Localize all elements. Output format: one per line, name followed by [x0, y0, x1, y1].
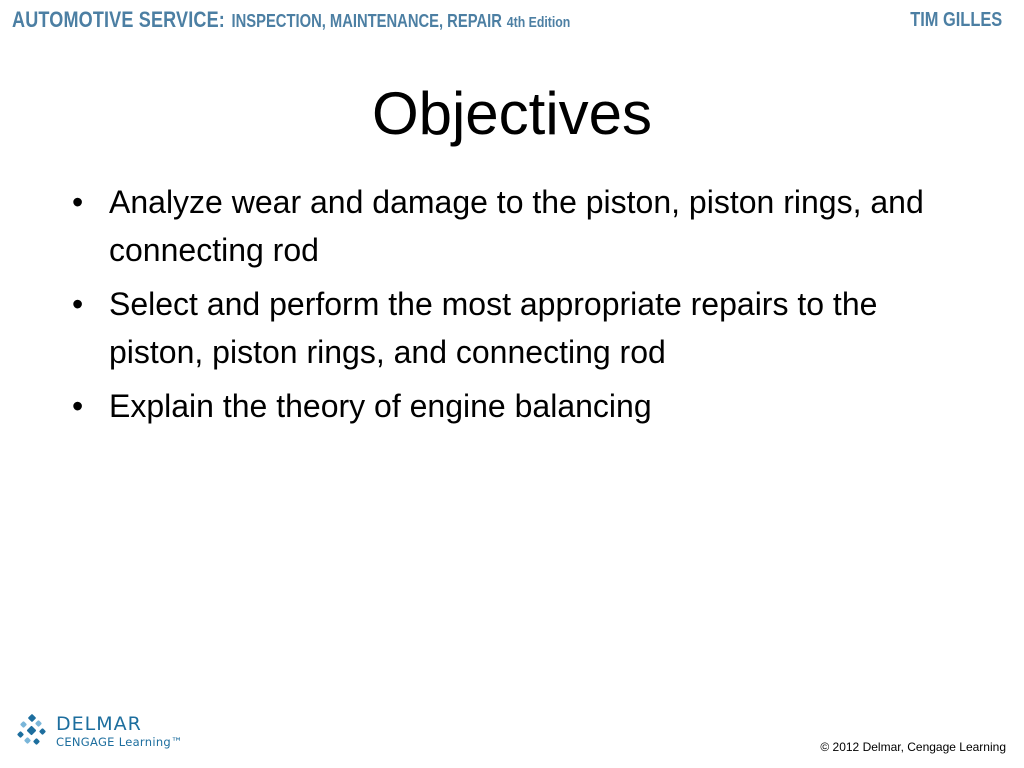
objective-text: Explain the theory of engine balancing [109, 388, 652, 424]
book-author: TIM GILLES [909, 8, 1002, 31]
slide-header [12, 6, 1002, 34]
objectives-list [68, 178, 968, 436]
objective-text: Analyze wear and damage to the piston, piston rings, and connecting rod [109, 184, 924, 268]
objective-item [68, 178, 968, 274]
objective-text: Select and perform the most appropriate repairs to the piston, piston rings, and connecting rod [109, 286, 878, 370]
objective-item [68, 280, 968, 376]
logo-cengage-label: CENGAGE Learning [56, 735, 172, 750]
slide-title: Objectives [371, 80, 653, 147]
logo-delmar-text: DELMAR [56, 713, 142, 736]
book-title-main: AUTOMOTIVE SERVICE: [12, 7, 225, 32]
bullet-dot-icon: • [72, 184, 84, 220]
logo-cengage-text [56, 737, 183, 749]
delmar-logo-icon [16, 713, 50, 751]
copyright-notice: © 2012 Delmar, Cengage Learning [820, 740, 1006, 754]
bullet-dot-icon: • [72, 286, 84, 322]
logo-wordmark [56, 715, 183, 749]
book-edition: 4th Edition [506, 14, 571, 31]
objective-item [68, 382, 968, 430]
book-title [12, 7, 570, 33]
logo-trademark: ™ [171, 735, 183, 750]
delmar-cengage-logo [16, 713, 183, 751]
book-title-subtitle: INSPECTION, MAINTENANCE, REPAIR [231, 11, 502, 31]
bullet-dot-icon: • [72, 388, 84, 424]
